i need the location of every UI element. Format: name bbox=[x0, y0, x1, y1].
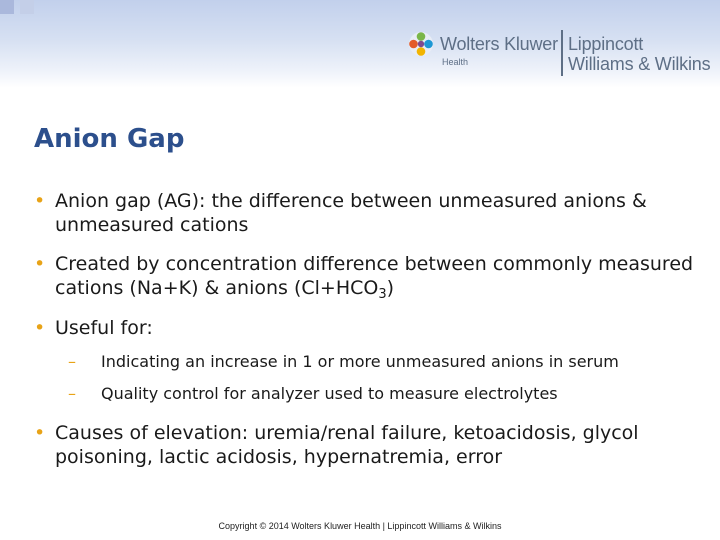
bullet-text-end: ) bbox=[386, 277, 395, 299]
logo-division: Health bbox=[442, 57, 469, 67]
sub-bullet-marker: – bbox=[68, 352, 76, 371]
slide-title: Anion Gap bbox=[34, 124, 185, 154]
bullet-text: Causes of elevation: uremia/renal failure, ketoacidosis, glycol poisoning, lactic acidosis, hypernatremia, error bbox=[55, 422, 639, 468]
bullet-marker: • bbox=[34, 253, 46, 275]
sub-bullet-item bbox=[68, 352, 708, 372]
sub-bullet-item bbox=[68, 384, 708, 404]
bullet-item bbox=[34, 316, 694, 340]
subscript: 3 bbox=[378, 287, 387, 302]
sub-bullet-marker: – bbox=[68, 384, 76, 403]
footer-copyright: Copyright © 2014 Wolters Kluwer Health | Lippincott Williams & Wilkins bbox=[218, 521, 502, 531]
bullet-text: Useful for: bbox=[55, 317, 153, 339]
logo-imprint-line1: Lippincott bbox=[568, 34, 644, 54]
logo-divider bbox=[561, 30, 563, 76]
bullet-item bbox=[34, 252, 694, 307]
bullet-marker: • bbox=[34, 190, 46, 212]
corner-decoration bbox=[20, 0, 34, 14]
bullet-marker: • bbox=[34, 317, 46, 339]
corner-decoration bbox=[0, 0, 14, 14]
bullet-marker: • bbox=[34, 422, 46, 444]
bullet-item bbox=[34, 189, 694, 237]
bullet-text bbox=[55, 252, 694, 307]
bullet-text: Anion gap (AG): the difference between unmeasured anions & unmeasured cations bbox=[55, 190, 647, 236]
logo-brand: Wolters Kluwer bbox=[440, 34, 558, 54]
bullet-text-main: Created by concentration difference between commonly measured cations (Na+K) & anions (Cl+HCO bbox=[55, 253, 694, 299]
publisher-logo bbox=[406, 28, 716, 82]
sub-bullet-text: Quality control for analyzer used to measure electrolytes bbox=[101, 384, 558, 403]
bullet-item bbox=[34, 421, 694, 469]
logo-imprint-line2: Williams & Wilkins bbox=[568, 54, 711, 74]
wolters-kluwer-logo-icon bbox=[408, 31, 434, 57]
sub-bullet-text: Indicating an increase in 1 or more unmeasured anions in serum bbox=[101, 352, 619, 371]
